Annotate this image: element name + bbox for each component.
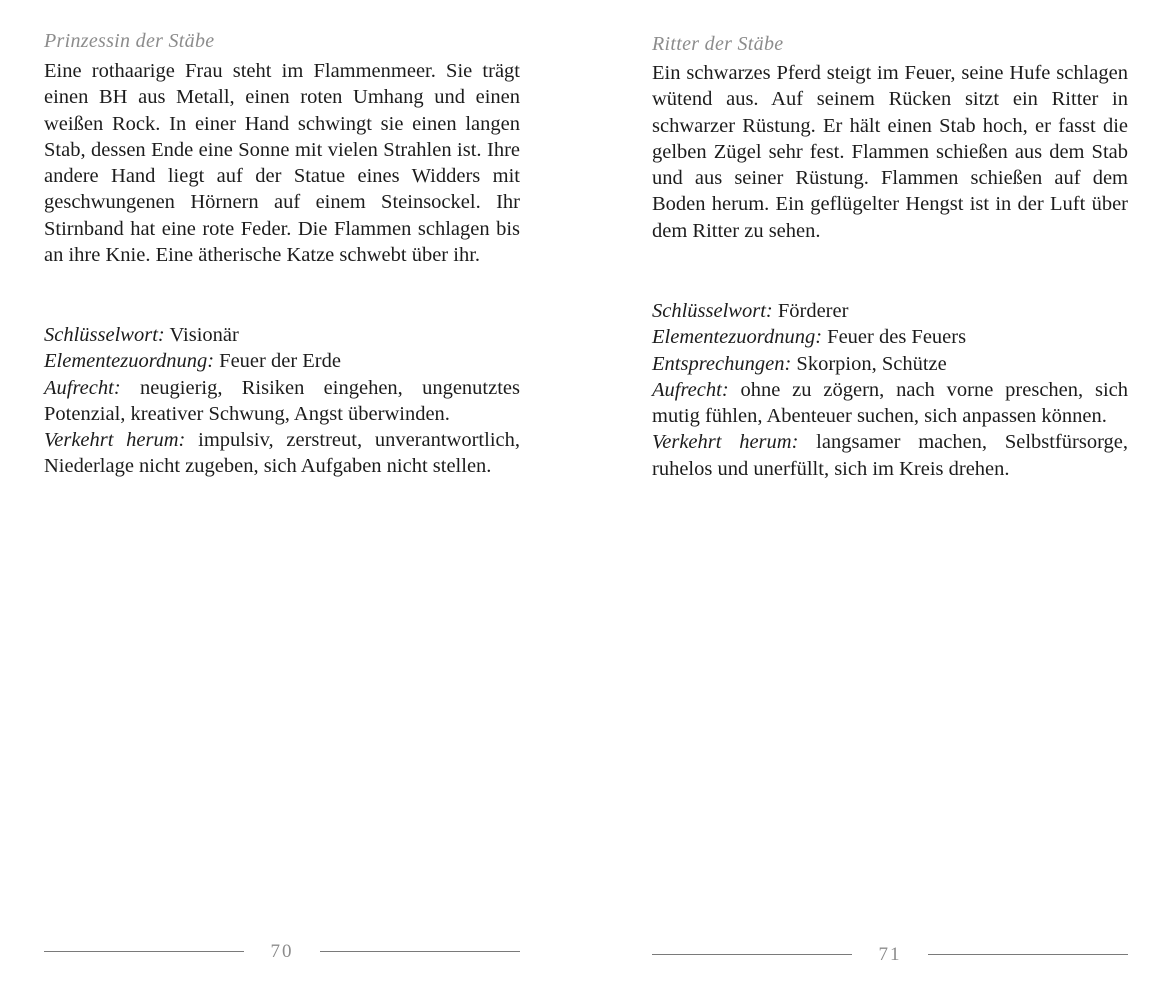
footer-rule-right [320,951,520,952]
card-attributes [652,298,1128,482]
correspondence-label: Entsprechungen: [652,352,792,375]
keyword-label: Schlüsselwort: [652,300,773,322]
keyword-value: Förderer [772,300,849,322]
page-number: 71 [878,944,902,965]
card-description: Ein schwarzes Pferd steigt im Feuer, seine Hufe schlagen wütend aus. Auf seinem Rücken sitzt ein Ritter in schwarzer Rüstung. Er hält einen Stab hoch, er fasst die gelben Zügel sehr fest. Flammen schießen aus dem Stab und aus seiner Rüstung. Flammen schießen auf dem Boden herum. Ein geflügelter Hengst ist in der Luft über dem Ritter zu sehen. [652,62,1128,242]
upright-label: Aufrecht: [44,376,121,399]
correspondence-value: Skorpion, Schütze [791,352,947,375]
element-label: Elementezuordnung: [652,326,823,349]
upright-line [44,375,520,428]
upright-line [652,377,1128,430]
card-title: Prinzessin der Stäbe [44,30,215,52]
keyword-label: Schlüsselwort: [44,324,165,346]
element-value: Feuer der Erde [214,350,341,373]
keyword-value: Visionär [164,324,239,346]
element-label: Elementezuordnung: [44,350,215,373]
upright-value: ohne zu zögern, nach vorne preschen, sich mutig fühlen, Abenteuer suchen, sich anpassen können. [652,378,1128,428]
card-attributes [44,322,520,480]
element-value: Feuer des Feuers [822,326,967,349]
page-footer [652,944,1128,964]
reversed-label: Verkehrt herum: [652,431,799,454]
upright-label: Aufrecht: [652,378,729,401]
keyword-line [44,322,520,348]
correspondence-line [652,351,1128,377]
page-footer [44,941,520,961]
reversed-line [44,427,520,480]
reversed-value: langsamer machen, Selbstfürsorge, ruhelos und unerfüllt, sich im Kreis drehen. [652,431,1128,480]
left-page [44,0,520,983]
upright-value: neugierig, Risiken eingehen, ungenutztes Potenzial, kreativer Schwung, Angst überwinden. [44,376,520,425]
footer-rule-right [928,954,1128,955]
card-title: Ritter der Stäbe [652,33,784,55]
reversed-label: Verkehrt herum: [44,429,186,452]
page-number: 70 [270,941,294,962]
keyword-line [652,298,1128,324]
element-line [44,348,520,374]
reversed-value: impulsiv, zerstreut, unverantwortlich, Niederlage nicht zugeben, sich Aufgaben nicht stellen. [44,429,520,478]
right-page [652,0,1128,983]
reversed-line [652,429,1128,482]
element-line [652,324,1128,350]
card-description: Eine rothaarige Frau steht im Flammenmeer. Sie trägt einen BH aus Metall, einen roten Umhang und einen weißen Rock. In einer Hand schwingt sie einen langen Stab, dessen Ende eine Sonne mit vielen Strahlen ist. Ihre andere Hand liegt auf der Statue eines Widders mit geschwungenen Hörnern auf einem Steinsockel. Ihr Stirnband hat eine rote Feder. Die Flammen schlagen bis an ihre Knie. Eine ätherische Katze schwebt über ihr. [44,60,520,267]
